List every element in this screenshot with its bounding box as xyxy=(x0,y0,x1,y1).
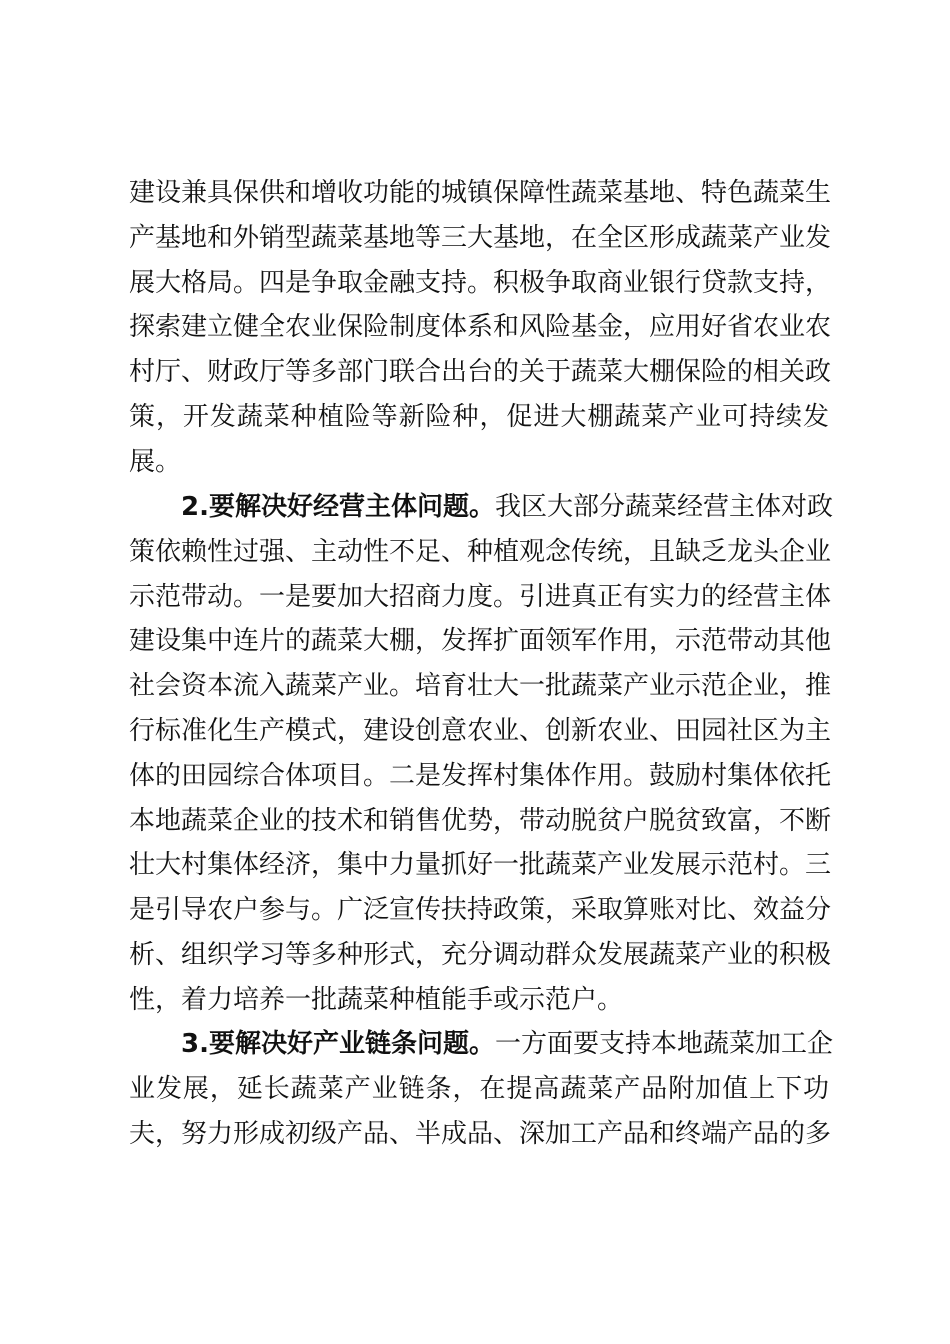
section-heading: 2.要解决好经营主体问题。 xyxy=(181,492,495,522)
paragraph-line: 探索建立健全农业保险制度体系和风险基金，应用好省农业农 xyxy=(129,312,832,343)
paragraph-line: 性，着力培养一批蔬菜种植能手或示范户。 xyxy=(129,984,624,1015)
paragraph-line: 壮大村集体经济，集中力量抓好一批蔬菜产业发展示范村。三 xyxy=(129,850,832,881)
paragraph-line: 示范带动。一是要加大招商力度。引进真正有实力的经营主体 xyxy=(129,581,832,612)
paragraph-line: 社会资本流入蔬菜产业。培育壮大一批蔬菜产业示范企业，推 xyxy=(129,671,832,702)
paragraph-line: 建设兼具保供和增收功能的城镇保障性蔬菜基地、特色蔬菜生 xyxy=(129,178,832,208)
paragraph-line: 行标准化生产模式，建设创意农业、创新农业、田园社区为主 xyxy=(129,715,832,746)
paragraph-line: 展大格局。四是争取金融支持。积极争取商业银行贷款支持， xyxy=(129,267,832,298)
paragraph-line: 展。 xyxy=(129,446,182,477)
paragraph-first-line xyxy=(129,485,833,530)
paragraph-2 xyxy=(129,485,833,1023)
paragraph-line: 体的田园综合体项目。二是发挥村集体作用。鼓励村集体依托 xyxy=(129,760,832,791)
paragraph-3 xyxy=(129,1022,833,1156)
paragraph-line: 本地蔬菜企业的技术和销售优势，带动脱贫户脱贫致富，不断 xyxy=(129,805,832,836)
paragraph-1 xyxy=(129,171,832,485)
paragraph-first-line-text: 我区大部分蔬菜经营主体对政 xyxy=(494,492,833,522)
paragraph-first-line-text: 一方面要支持本地蔬菜加工企 xyxy=(494,1029,833,1059)
paragraph-line: 析、组织学习等多种形式，充分调动群众发展蔬菜产业的积极 xyxy=(129,939,832,970)
section-heading: 3.要解决好产业链条问题。 xyxy=(181,1029,495,1059)
paragraph-line: 策，开发蔬菜种植险等新险种，促进大棚蔬菜产业可持续发 xyxy=(129,401,829,432)
paragraph-line: 建设集中连片的蔬菜大棚，发挥扩面领军作用，示范带动其他 xyxy=(129,626,832,657)
paragraph-line: 业发展，延长蔬菜产业链条，在提高蔬菜产品附加值上下功 xyxy=(129,1073,829,1104)
paragraph-line: 是引导农户参与。广泛宣传扶持政策，采取算账对比、效益分 xyxy=(129,895,832,926)
paragraph-line: 村厅、财政厅等多部门联合出台的关于蔬菜大棚保险的相关政 xyxy=(129,357,832,388)
paragraph-first-line xyxy=(129,1022,833,1067)
paragraph-line: 策依赖性过强、主动性不足、种植观念传统，且缺乏龙头企业 xyxy=(129,536,832,567)
paragraph-line: 产基地和外销型蔬菜基地等三大基地，在全区形成蔬菜产业发 xyxy=(129,222,832,253)
paragraph-line: 夫，努力形成初级产品、半成品、深加工产品和终端产品的多 xyxy=(129,1118,832,1149)
